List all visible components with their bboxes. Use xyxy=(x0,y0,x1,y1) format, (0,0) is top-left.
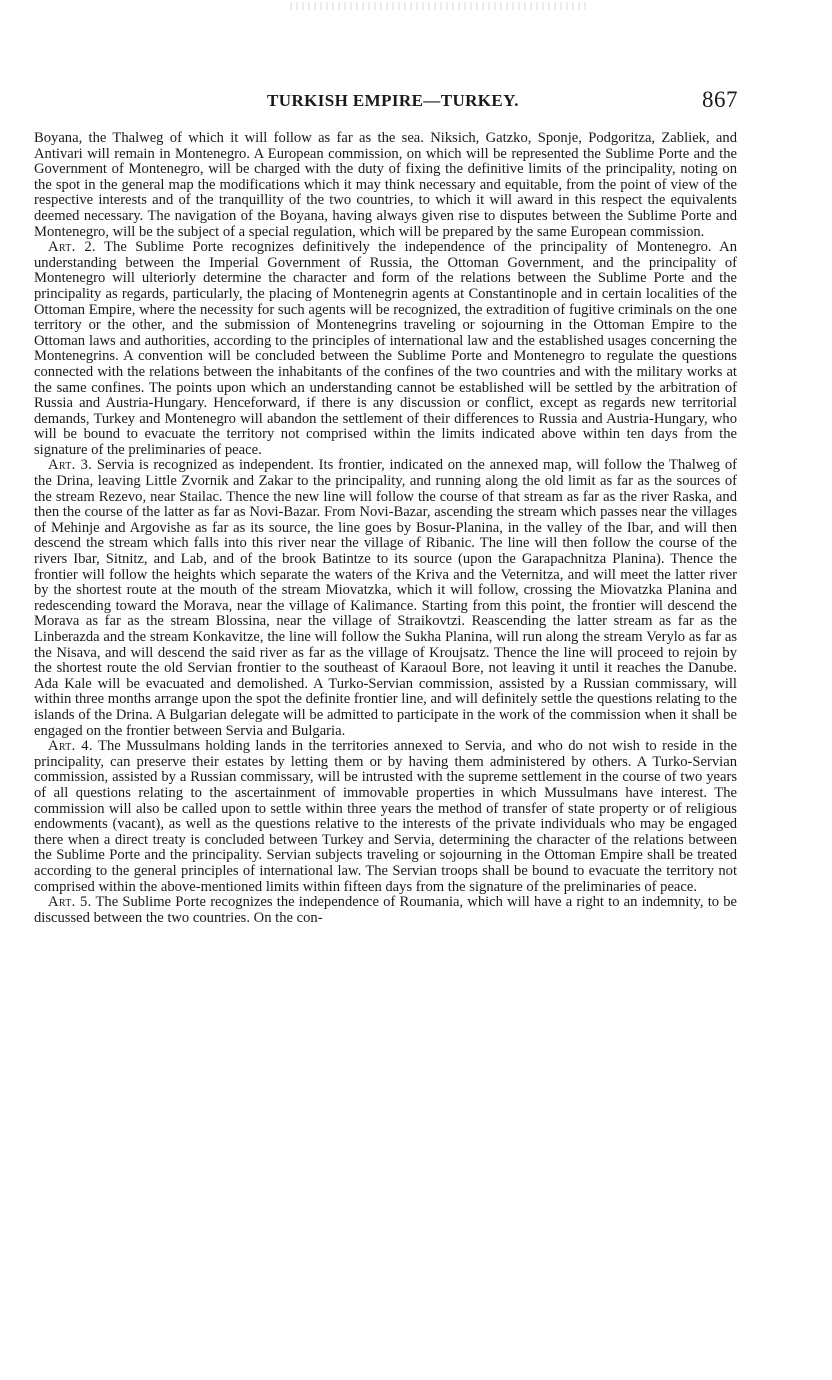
article-5 xyxy=(34,895,737,926)
page-header xyxy=(48,87,738,117)
paragraph-text: Servia is recognized as independent. Its frontier, indicated on the annexed map, will follow the Thalweg of the Drina, leaving Little Zvornik and Zakar to the principality, and running along the old limit as far as the sources of the stream Rezevo, near Stailac. Thence the new line will follow the course of that stream as far as the river Raska, and then the course of the latter as far as Novi-Bazar. From Novi-Bazar, ascending the stream which passes near the villages of Mehinje and Argovishe as far as its source, the line goes by Bosur-Planina, in the valley of the Ibar, and will then descend the stream which falls into this river near the village of Ribanic. The line will then follow the course of the rivers Ibar, Sitnitz, and Lab, and of the brook Batintze to its source (upon the Garapachnitza Planina). Thence the frontier will follow the heights which separate the waters of the Kriva and the Veternitza, and will meet the latter river by the shortest route at the mouth of the stream Miovatzka, which it will follow, crossing the Miovatzka Planina and redescending toward the Morava, near the village of Kalimance. Starting from this point, the frontier will descend the Morava as far as the stream Blossina, near the village of Straikovtzi. Reascending the latter stream as far as the Linberazda and the stream Konkavitze, the line will follow the Sukha Planina, will run along the stream Verylo as far as the Nisava, and will descend the said river as far as the village of Kroujsatz. Thence the line will proceed to rejoin by the shortest route the old Servian frontier to the southeast of Karaoul Bore, not leaving it until it reaches the Danube. Ada Kale will be evacuated and demolished. A Turko-Servian commission, assisted by a Russian commissary, will within three months arrange upon the spot the definite frontier line, and will definitely settle the questions relating to the islands of the Drina. A Bulgarian delegate will be admitted to participate in the work of the commission when it shall be engaged on the frontier between Servia and Bulgaria. xyxy=(34,457,737,739)
article-3 xyxy=(34,458,737,739)
page-number: 867 xyxy=(702,87,738,112)
paragraph-continuation xyxy=(34,131,737,240)
paragraph-text: The Sublime Porte recognizes the independence of Roumania, which will have a right to an indemnity, to be discussed between the two countries. On the con- xyxy=(34,894,737,926)
paragraph-text: Boyana, the Thalweg of which it will follow as far as the sea. Niksich, Gatzko, Sponje, Podgoritza, Zabliek, and Antivari will remain in Montenegro. A European commission, on which will be represented the Sublime Porte and the Government of Montenegro, will be charged with the duty of fixing the definitive limits of the principality, noting on the spot in the general map the modifications which it may think necessary and equitable, from the point of view of the respective interests and of the tranquillity of the two countries, to which it will award in this respect the equivalents deemed necessary. The navigation of the Boyana, having always given rise to disputes between the Sublime Porte and Montenegro, will be the subject of a special regulation, which will be prepared by the same European commission. xyxy=(34,130,737,240)
scan-artifact xyxy=(290,2,590,10)
article-label: Art. 5. xyxy=(48,894,92,911)
article-4 xyxy=(34,739,737,895)
article-label: Art. 4. xyxy=(48,738,93,755)
running-head: TURKISH EMPIRE—TURKEY. xyxy=(267,91,519,110)
paragraph-text: The Mussulmans holding lands in the territories annexed to Servia, and who do not wish to reside in the principality, can preserve their estates by letting them or by having them administered by others. A Turko-Servian commission, assisted by a Russian commissary, will be intrusted with the supreme settlement in the course of two years of all questions relating to the ascertainment of immovable properties in which Mussulmans have interest. The commission will also be called upon to settle within three years the method of transfer of state property or of religious endowments (vacant), as well as the questions relative to the interests of the private individuals who may be engaged there when a direct treaty is concluded between Turkey and Servia, determining the character of the relations between the Sublime Porte and the principality. Servian subjects traveling or sojourning in the Ottoman Empire shall be treated according to the general principles of international law. The Servian troops shall be bound to evacuate the territory not comprised within the above-mentioned limits within fifteen days from the signature of the preliminaries of peace. xyxy=(34,738,738,895)
article-label: Art. 2. xyxy=(48,239,96,256)
article-label: Art. 3. xyxy=(48,457,93,474)
paragraph-text: The Sublime Porte recognizes definitively the independence of the principality of Montenegro. An understanding between the Imperial Government of Russia, the Ottoman Government, and the principality of Montenegro will ulteriorly determine the character and form of the relations between the Sublime Porte and the principality as regards, particularly, the placing of Montenegrin agents at Constantinople and in certain localities of the Ottoman Empire, where the necessity for such agents will be recognized, the extradition of fugitive criminals on the one territory or the other, and the submission of Montenegrins traveling or sojourning in the Ottoman Empire to the Ottoman laws and authorities, according to the principles of international law and the established usages concerning the Montenegrins. A convention will be concluded between the Sublime Porte and Montenegro to regulate the questions connected with the relations between the inhabitants of the confines of the two countries and with the military works at the same confines. The points upon which an understanding cannot be established will be settled by the arbitration of Russia and Austria-Hungary. Henceforward, if there is any discussion or conflict, except as regards new territorial demands, Turkey and Montenegro will abandon the settlement of their differences to Russia and Austria-Hungary, who will be bound to evacuate the territory not comprised within the limits indicated above within ten days from the signature of the preliminaries of peace. xyxy=(34,239,738,458)
body-text xyxy=(34,131,737,926)
article-2 xyxy=(34,240,737,458)
